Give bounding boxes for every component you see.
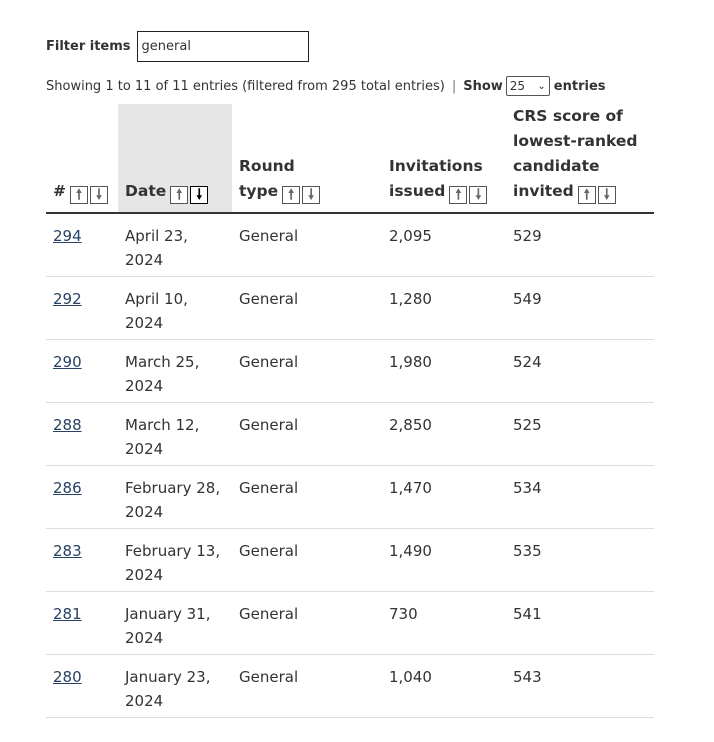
round-number-link[interactable]: 290 <box>53 352 82 371</box>
round-type-cell: General <box>232 213 382 276</box>
date-cell <box>118 591 232 654</box>
chevron-down-icon: ⌄ <box>537 80 546 92</box>
invitations-cell: 730 <box>382 591 506 654</box>
col-header-date-label: Date <box>125 182 167 200</box>
sort-ascending-icon[interactable]: 🠕 <box>449 186 467 204</box>
crs-score-cell: 543 <box>506 654 654 717</box>
col-header-invitations <box>382 104 506 213</box>
row-number-cell <box>46 654 118 717</box>
row-number-cell <box>46 591 118 654</box>
table-info-row <box>46 76 606 96</box>
date-line1: April 23, <box>125 227 188 245</box>
row-number-cell <box>46 276 118 339</box>
col-header-crs-line4: invited <box>513 182 574 200</box>
round-number-link[interactable]: 281 <box>53 604 82 623</box>
round-type-cell: General <box>232 402 382 465</box>
table-row <box>46 402 654 465</box>
invitations-cell: 2,095 <box>382 213 506 276</box>
crs-score-cell: 534 <box>506 465 654 528</box>
row-number-cell <box>46 528 118 591</box>
date-cell <box>118 402 232 465</box>
col-header-round-type-line1: Round <box>239 157 295 175</box>
date-line1: February 13, <box>125 541 221 560</box>
row-number-cell <box>46 402 118 465</box>
date-line2: 2024 <box>125 628 164 647</box>
invitations-cell: 1,490 <box>382 528 506 591</box>
sort-descending-icon[interactable]: 🠗 <box>190 186 208 204</box>
col-header-crs-line2: lowest-ranked <box>513 132 638 150</box>
row-number-cell <box>46 339 118 402</box>
results-table <box>46 104 654 718</box>
page-size-select[interactable] <box>506 76 550 96</box>
col-header-round-type <box>232 104 382 213</box>
filter-row <box>46 30 309 63</box>
round-type-cell: General <box>232 654 382 717</box>
col-header-crs-line1: CRS score of <box>513 107 623 125</box>
info-separator: | <box>451 78 457 94</box>
filter-label: Filter items <box>46 39 131 54</box>
date-line2: 2024 <box>125 439 164 458</box>
col-header-round-type-line2: type <box>239 182 279 200</box>
date-line2: 2024 <box>125 376 164 395</box>
table-body <box>46 213 654 717</box>
col-header-invitations-line2: issued <box>389 182 446 200</box>
date-line1: February 28, <box>125 478 221 497</box>
table-row <box>46 528 654 591</box>
sort-ascending-icon[interactable]: 🠕 <box>282 186 300 204</box>
round-number-link[interactable]: 280 <box>53 667 82 686</box>
crs-score-cell: 525 <box>506 402 654 465</box>
date-line1: March 25, <box>125 352 200 371</box>
row-number-cell <box>46 465 118 528</box>
round-number-link[interactable]: 288 <box>53 415 82 434</box>
table-row <box>46 276 654 339</box>
round-number-link[interactable]: 294 <box>53 227 82 245</box>
crs-score-cell: 529 <box>506 213 654 276</box>
row-number-cell <box>46 213 118 276</box>
entries-label: entries <box>553 78 606 94</box>
sort-descending-icon[interactable]: 🠗 <box>90 186 108 204</box>
table-row <box>46 465 654 528</box>
crs-score-cell: 549 <box>506 276 654 339</box>
date-cell <box>118 528 232 591</box>
col-header-date <box>118 104 232 213</box>
page-size-value: 25 <box>509 79 526 93</box>
date-cell <box>118 213 232 276</box>
crs-score-cell: 541 <box>506 591 654 654</box>
table-row <box>46 654 654 717</box>
col-header-invitations-line1: Invitations <box>389 157 483 175</box>
crs-score-cell: 535 <box>506 528 654 591</box>
col-header-number <box>46 104 118 213</box>
show-label: Show <box>463 78 503 94</box>
invitations-cell: 1,040 <box>382 654 506 717</box>
date-line1: January 23, <box>125 667 211 686</box>
sort-ascending-icon[interactable]: 🠕 <box>578 186 596 204</box>
invitations-cell: 2,850 <box>382 402 506 465</box>
date-cell <box>118 276 232 339</box>
date-line2: 2024 <box>125 502 164 521</box>
sort-descending-icon[interactable]: 🠗 <box>469 186 487 204</box>
round-type-cell: General <box>232 339 382 402</box>
col-header-crs-score <box>506 104 654 213</box>
filter-input[interactable] <box>137 31 309 62</box>
date-line2: 2024 <box>125 691 164 710</box>
col-header-crs-line3: candidate <box>513 157 600 175</box>
round-type-cell: General <box>232 528 382 591</box>
crs-score-cell: 524 <box>506 339 654 402</box>
date-line1: January 31, <box>125 604 211 623</box>
date-cell <box>118 654 232 717</box>
sort-descending-icon[interactable]: 🠗 <box>598 186 616 204</box>
date-cell <box>118 465 232 528</box>
col-header-number-label: # <box>53 182 66 200</box>
entries-info: Showing 1 to 11 of 11 entries (filtered from 295 total entries) <box>46 78 445 94</box>
date-line2: 2024 <box>125 565 164 584</box>
table-row <box>46 591 654 654</box>
round-type-cell: General <box>232 591 382 654</box>
table-row <box>46 339 654 402</box>
date-line2: 2024 <box>125 251 164 269</box>
round-number-link[interactable]: 283 <box>53 541 82 560</box>
round-type-cell: General <box>232 465 382 528</box>
sort-descending-icon[interactable]: 🠗 <box>302 186 320 204</box>
invitations-cell: 1,470 <box>382 465 506 528</box>
sort-ascending-icon[interactable]: 🠕 <box>70 186 88 204</box>
invitations-cell: 1,980 <box>382 339 506 402</box>
date-line1: April 10, <box>125 289 188 308</box>
round-number-link[interactable]: 292 <box>53 289 82 308</box>
round-number-link[interactable]: 286 <box>53 478 82 497</box>
round-type-cell: General <box>232 276 382 339</box>
sort-ascending-icon[interactable]: 🠕 <box>170 186 188 204</box>
table-row <box>46 213 654 276</box>
table-header-row <box>46 104 654 213</box>
date-line2: 2024 <box>125 313 164 332</box>
date-cell <box>118 339 232 402</box>
invitations-cell: 1,280 <box>382 276 506 339</box>
date-line1: March 12, <box>125 415 200 434</box>
